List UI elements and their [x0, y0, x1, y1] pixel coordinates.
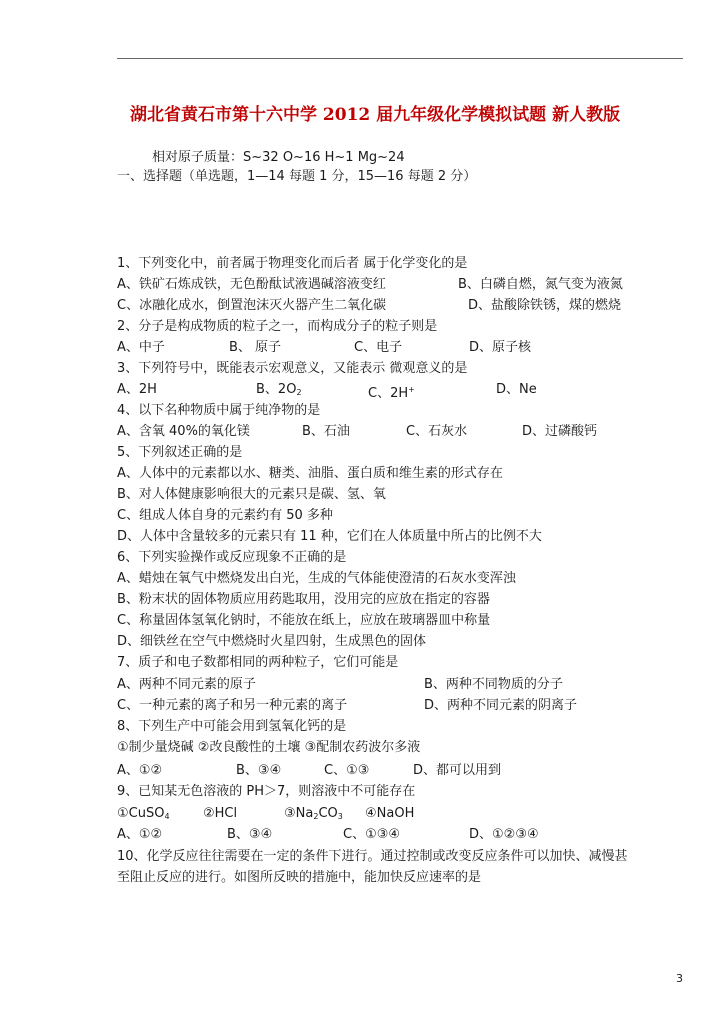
document-title: 湖北省黄石市第十六中学 2012 届九年级化学模拟试题 新人教版 [130, 105, 621, 125]
q9-item-4: ④NaOH [365, 806, 415, 821]
q9-option-d: D、①②③④ [469, 827, 539, 842]
q1-option-d: D、盐酸除铁锈，煤的燃烧 [468, 298, 622, 313]
q3-option-d: D、Ne [496, 382, 537, 397]
q6-option-c: C、称量固体氢氧化钠时，不能放在纸上，应放在玻璃器皿中称量 [117, 613, 491, 628]
q4-option-a: A、含氧 40%的氧化镁 [117, 424, 250, 439]
q6-stem: 6、下列实验操作或反应现象不正确的是 [117, 550, 347, 565]
section-heading: 一、选择题（单选题，1—14 每题 1 分，15—16 每题 2 分） [117, 169, 477, 184]
q2-option-c: C、电子 [354, 340, 403, 355]
q1-option-c: C、冰融化成水，倒置泡沫灭火器产生二氧化碳 [117, 298, 387, 313]
q9-option-a: A、①② [117, 827, 163, 842]
q9-item-2: ②HCl [203, 806, 238, 821]
q8-option-c: C、①③ [324, 763, 370, 778]
q2-stem: 2、分子是构成物质的粒子之一，而构成分子的粒子则是 [117, 319, 438, 334]
q1-stem: 1、下列变化中，前者属于物理变化而后者 属于化学变化的是 [117, 256, 468, 271]
q9-option-b: B、③④ [227, 827, 273, 842]
q9-stem: 9、已知某无色溶液的 PH＞7，则溶液中不可能存在 [117, 784, 416, 799]
q2-option-a: A、中子 [117, 340, 165, 355]
page-number: 3 [676, 972, 683, 985]
q6-option-b: B、粉末状的固体物质应用药匙取用，没用完的应放在指定的容器 [117, 592, 490, 607]
q8-items: ①制少量烧碱 ②改良酸性的土壤 ③配制农药波尔多液 [117, 740, 421, 755]
q1-option-a: A、铁矿石炼成铁，无色酚酞试液遇碱溶液变红 [117, 277, 386, 292]
q7-option-d: D、两种不同元素的阴离子 [424, 698, 578, 713]
q10-line-1: 10、化学反应往往需要在一定的条件下进行。通过控制或改变反应条件可以加快、减慢甚 [117, 849, 628, 864]
q4-stem: 4、以下名种物质中属于纯净物的是 [117, 403, 321, 418]
q8-stem: 8、下列生产中可能会用到氢氧化钙的是 [117, 719, 347, 734]
q3-option-c: C、2H+ [368, 385, 415, 401]
q9-option-c: C、①③④ [343, 827, 401, 842]
q8-option-a: A、①② [117, 763, 163, 778]
q5-option-b: B、对人体健康影响很大的元素只是碳、氢、氧 [117, 487, 386, 502]
q8-option-b: B、③④ [236, 763, 282, 778]
header-rule [117, 58, 683, 59]
q6-option-d: D、细铁丝在空气中燃烧时火星四射，生成黑色的固体 [117, 634, 427, 649]
q9-item-1: ①CuSO$_4$ [117, 806, 170, 821]
q9-item-3: $③Na_2CO_3$ [284, 806, 343, 821]
q10-line-2: 至阻止反应的进行。如图所反映的措施中，能加快反应速率的是 [117, 870, 482, 885]
q7-option-c: C、一种元素的离子和另一种元素的离子 [117, 698, 348, 713]
q5-option-c: C、组成人体自身的元素约有 50 多种 [117, 508, 333, 523]
q4-option-b: B、石油 [302, 424, 350, 439]
q3-option-a: A、2H [117, 382, 157, 397]
q7-stem: 7、质子和电子数都相同的两种粒子，它们可能是 [117, 655, 399, 670]
q4-option-c: C、石灰水 [406, 424, 468, 439]
q2-option-d: D、原子核 [469, 340, 532, 355]
q5-option-d: D、人体中含量较多的元素只有 11 种，它们在人体质量中所占的比例不大 [117, 529, 542, 544]
q5-option-a: A、人体中的元素都以水、糖类、油脂、蛋白质和维生素的形式存在 [117, 466, 503, 481]
q3-option-b: B、$2O_2$ [256, 382, 302, 397]
q1-option-b: B、白磷自燃，氮气变为液氮 [458, 277, 623, 292]
q3-stem: 3、下列符号中，既能表示宏观意义，又能表示 微观意义的是 [117, 361, 468, 376]
atomic-mass-line: 相对原子质量：S~32 O~16 H~1 Mg~24 [152, 150, 405, 165]
q5-stem: 5、下列叙述正确的是 [117, 445, 243, 460]
q7-option-b: B、两种不同物质的分子 [424, 677, 563, 692]
q8-option-d: D、都可以用到 [413, 763, 502, 778]
q4-option-d: D、过磷酸钙 [522, 424, 598, 439]
q6-option-a: A、蜡烛在氧气中燃烧发出白光，生成的气体能使澄清的石灰水变浑浊 [117, 571, 516, 586]
q2-option-b: B、 原子 [229, 340, 282, 355]
q7-option-a: A、两种不同元素的原子 [117, 677, 256, 692]
